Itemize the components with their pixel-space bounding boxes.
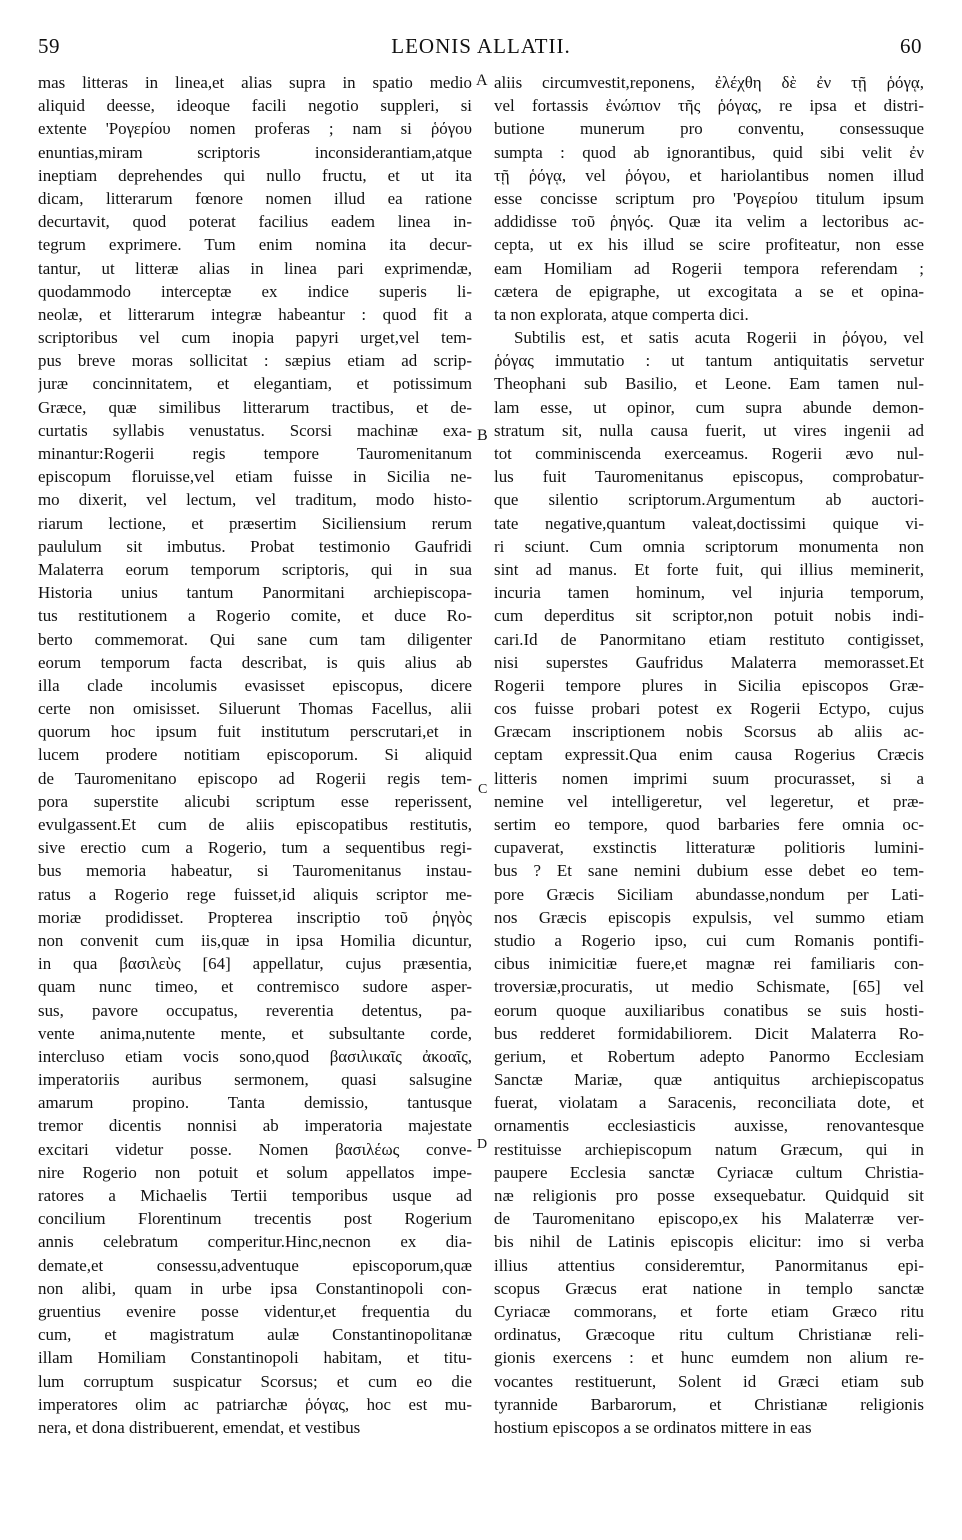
text-line: Malaterra eorum temporum scriptoris, qui in sua: [38, 559, 472, 579]
text-line: bis nihil de Latinis episcopis elicitur: imo si verba: [494, 1232, 924, 1252]
text-line: que silentio scriptorum.Argumentum ab auctori-: [494, 490, 924, 510]
text-line: scriptoribus vel cum inopia papyri urget,vel tem-: [38, 328, 472, 348]
text-line: pus breve moras sollicitat : sæpius etiam ad scrip-: [38, 351, 472, 371]
text-line: demate,et consessu,adventuque episcoporum,quæ: [38, 1255, 472, 1275]
text-line: stratum sit, nulla causa fuerit, ut vires ingenii ad: [494, 420, 924, 440]
text-line: decurtavit, quod poterat facilius eadem linea in-: [38, 212, 472, 232]
text-line: quodammodo interceptæ ex indice superis li-: [38, 281, 472, 301]
text-line: Sanctæ Mariæ, quæ antiquitus archiepiscopatus: [494, 1070, 924, 1090]
text-line: ineptiam deprehendes qui nullo fructu, et ut ita: [38, 165, 472, 185]
page-header: [0, 34, 962, 60]
text-line: incuria tamen hominum, vel injuria temporum,: [494, 583, 924, 603]
text-line: mas litteras in linea,et alias supra in spatio medio: [38, 73, 472, 92]
text-line: gionis exercens : et hunc eumdem non alium re-: [494, 1348, 924, 1368]
text-line: cari.Id de Panormitano etiam restituto contigisset,: [494, 629, 924, 649]
text-line: riarum lectione, et præsertim Siciliensium rerum: [38, 513, 472, 533]
text-line: lam esse, ut opinor, cum supra abunde demon-: [494, 397, 924, 417]
text-line: annis celebratum comperitur.Hinc,necnon ex dia-: [38, 1232, 472, 1252]
text-line: vel fortassis ἐνώπιον τῆς ῥόγας, re ipsa et distri-: [494, 96, 924, 116]
text-line: esse concisse scriptum pro 'Ρογερίου titulum ipsum: [494, 188, 924, 208]
text-line: episcopum floruisse,vel etiam fuisse in Sicilia ne-: [38, 467, 472, 487]
text-line: cepta, ut ex his illud se scire profiteatur, non esse: [494, 235, 924, 255]
text-line: bus memoria habeatur, si Tauromenitanus instau-: [38, 861, 472, 881]
text-line: evulgassent.Et cum de aliis episcopatibus restitutis,: [38, 815, 472, 834]
text-line: τῇ ῥόγᾳ, vel ῥόγου, et hariolantibus nomen illud: [494, 165, 924, 185]
text-line: Græcam inscriptionem nobis Scorsus ab aliis ac-: [494, 722, 924, 742]
text-line: certe non omisisset. Siluerunt Thomas Facellus, alii: [38, 699, 472, 719]
text-line: sus, pavore occupatus, reverentia detentus, pa-: [38, 1000, 472, 1020]
text-line: ordinatus, Græcoque ritu cultum Christianæ reli-: [494, 1325, 924, 1345]
text-line: cætera de epigraphe, ut excogitata a se et opina-: [494, 281, 924, 301]
text-line: nera, et dona distribuerent, emendat, et vestibus: [38, 1417, 361, 1437]
text-line: aliquid deesse, ideoque facili negotio suppleri, si: [38, 96, 472, 116]
text-line: restituisse archiepiscopum natum Græcum, qui in: [494, 1139, 924, 1159]
text-line: de Tauromenitano episcopo,ex his Malaterræ ver-: [494, 1209, 924, 1229]
text-line: Subtilis est, et satis acuta Rogerii in ῥόγου, vel: [514, 328, 924, 348]
text-line: in qua βασιλεὺς [64] appellatur, cujus præsentia,: [38, 954, 472, 974]
text-line: Historia unius tantum Panormitani archiepiscopa-: [38, 583, 472, 603]
page-number-right: 60: [900, 34, 922, 58]
text-line: ornamentis ecclesiasticis auxisse, renovantesque: [494, 1116, 924, 1136]
text-line: sertim eo tempore, quod barbaries fere omnia oc-: [494, 815, 924, 834]
text-line: nire Rogerio non potuit et solum appellatos impe-: [38, 1162, 472, 1182]
text-line: bus ? Et sane nemini dubium esse debet eo tem-: [494, 861, 924, 881]
text-line: quam nunc timeo, et contremisco sudore asper-: [38, 977, 472, 997]
text-line: cupaverat, exstinctis litteraturæ politioris lumini-: [494, 838, 924, 858]
text-line: vocantes restituerunt, Solent id Græci etiam sub: [494, 1371, 924, 1391]
text-line: Cyriacæ commorans, et forte etiam Græco ritu: [494, 1301, 924, 1321]
text-line: studio a Rogerio ipso, cui cum Romanis pontifi-: [494, 930, 924, 950]
text-line: amarum propino. Tanta demissio, tantusque: [38, 1093, 472, 1113]
text-line: pore Græcis Siciliam abundasse,nondum per Lati-: [494, 884, 924, 904]
text-line: cum deperditus sit scriptor,non potuit nobis indi-: [494, 606, 924, 626]
text-line: sive erectio cum a Rogerio, tum a sequentibus regi-: [38, 838, 472, 858]
text-line: ta non explorata, atque comperta dici.: [494, 304, 749, 324]
text-line: lus fuit Tauromenitanus episcopus, comprobatur-: [494, 467, 924, 487]
text-line: gerium, et Robertum adepto Panormo Ecclesiam: [494, 1046, 924, 1066]
text-line: juræ concinnitatem, et elegantiam, et potissimum: [38, 374, 472, 394]
margin-marker-b: B: [477, 427, 488, 444]
text-line: illam Homiliam Constantinopoli habitam, et titu-: [38, 1348, 472, 1368]
text-line: troversiæ,procuratis, ut medio Schismate, [65] vel: [494, 977, 924, 997]
text-line: lum corruptum suspicatur Scorsus; et cum eo die: [38, 1371, 472, 1391]
text-line: sumpta : quod ab ignorantibus, quid sibi velit ἐν: [494, 142, 924, 162]
margin-marker-c: C: [478, 782, 488, 797]
text-line: bus redderet formidabiliorem. Dicit Malaterra Ro-: [494, 1023, 924, 1043]
text-line: mo dixerit, vel lectum, vel traditum, modo histo-: [38, 490, 472, 510]
text-line: nisi superstes Gaufridus Malaterra memorasset.Et: [494, 652, 924, 672]
text-line: dicam, litterarum fœnore nomen illud ea ratione: [38, 188, 472, 208]
text-line: fuerat, violatam a Saracenis, reconciliata dote, et: [494, 1093, 924, 1113]
text-line: ratores a Michaelis Tertii temporibus usque ad: [38, 1186, 472, 1205]
text-line: cibus inimicitiæ fuere,et magnæ rei familiaris con-: [494, 954, 924, 974]
text-line: eorum quoque auxiliaribus conatibus se suis hosti-: [494, 1000, 924, 1020]
text-line: tremor dicentis nonnisi ab imperatoria majestate: [38, 1116, 472, 1136]
left-text-column: [38, 71, 472, 1439]
text-line: nemine vel intelligeretur, vel legeretur, et præ-: [494, 791, 924, 811]
text-line: imperatores olim ac patriarchæ ῥόγας, hoc est mu-: [38, 1394, 472, 1414]
text-line: ῥόγας immutatio : ut tantum antiquitatis servetur: [494, 351, 924, 371]
text-line: eam Homiliam ad Rogerii tempora referendam ;: [494, 258, 924, 278]
text-line: enuntias,miram scriptoris inconsiderantiam,atque: [38, 142, 472, 162]
text-line: cum, et magistratum aulæ Constantinopolitanæ: [38, 1325, 472, 1345]
text-line: tantur, ut litteræ alias in linea pari exprimendæ,: [38, 258, 472, 278]
text-line: Rogerii tempore plures in Sicilia episcopos Græ-: [494, 675, 924, 695]
text-line: Græce, quæ similibus litterarum tractibus, et de-: [38, 397, 472, 417]
text-line: extente 'Ρογερίου nomen proferas ; nam si ῥόγου: [38, 119, 472, 139]
text-line: gruentius evenire posse videntur,et frequentia du: [38, 1301, 472, 1321]
text-line: ratus a Rogerio rege fuisset,id aliquis scriptor me-: [38, 884, 472, 904]
text-line: nos Græcis episcopis expulsis, vel summo etiam: [494, 907, 924, 927]
text-line: addidisse τοῦ ῥηγός. Quæ ita velim a lectoribus ac-: [494, 212, 924, 232]
text-line: tot comminiscenda exerceamus. Rogerii ævo nul-: [494, 444, 924, 463]
text-line: de Tauromenitano episcopo ad Rogerii regis tem-: [38, 768, 472, 788]
text-line: Theophani sub Basilio, et Leone. Eam tamen nul-: [494, 374, 924, 394]
text-line: pora superstite alicubi scriptum esse reperissent,: [38, 791, 472, 811]
text-line: butione munerum pro conventu, consessuque: [494, 119, 924, 139]
text-line: paululum sit imbutus. Probat testimonio Gaufridi: [38, 536, 472, 556]
text-line: non convenit cum iis,quæ in ipsa Homilia dicuntur,: [38, 930, 472, 950]
text-line: intercluso etiam vocis sono,quod βασιλικαῖς ἀκοαῖς,: [38, 1046, 472, 1066]
text-line: sint ad manus. Et forte fuit, qui illius meminerit,: [494, 559, 924, 579]
text-line: moriæ prodidisset. Propterea inscriptio τοῦ ῥηγὸς: [38, 907, 472, 927]
text-line: excitari videtur posse. Nomen βασιλέως conve-: [38, 1139, 472, 1159]
text-line: tate negative,quantum valeat,doctissimi quique vi-: [494, 513, 924, 533]
text-line: vente anima,nutente mente, et subsultante corde,: [38, 1023, 472, 1043]
text-line: quorum hoc ipsum fuit institutum perscrutari,et in: [38, 722, 472, 742]
text-line: hostium episcopos a se ordinatos mittere in eas: [494, 1417, 812, 1437]
text-line: tegrum exprimere. Tum enim nomina ita decur-: [38, 235, 472, 255]
text-line: tus restitutionem a Rogerio comite, et duce Ro-: [38, 606, 472, 626]
margin-marker-d: D: [477, 1137, 488, 1152]
text-line: aliis circumvestit,reponens, ἐλέχθη δὲ ἐν τῇ ῥόγᾳ,: [494, 73, 924, 92]
text-line: lucem prodere notitiam episcoporum. Si aliquid: [38, 745, 472, 765]
text-line: tyrannide Barbarorum, et Christianæ religionis: [494, 1394, 924, 1414]
text-line: imperatoriis auribus sermonem, quasi salsugine: [38, 1070, 472, 1090]
text-line: paupere Ecclesia sanctæ Cyriacæ cultum Christia-: [494, 1162, 924, 1182]
text-line: minantur:Rogerii regis tempore Tauromenitanum: [38, 444, 472, 463]
text-line: scopus Græcus erat natione in templo sanctæ: [494, 1278, 924, 1298]
text-line: næ religionis pro posse exsequebatur. Quidquid sit: [494, 1186, 924, 1205]
text-line: illa clade incolumis evasisset episcopus, dicere: [38, 675, 472, 695]
page-number-left: 59: [38, 34, 60, 58]
text-line: non alibi, quam in urbe ipsa Constantinopoli con-: [38, 1278, 472, 1298]
text-line: neolæ, et litterarum integræ habeantur : quod fit a: [38, 304, 472, 324]
text-line: ri sciunt. Cum omnia scriptorum monumenta non: [494, 536, 924, 556]
text-line: eorum temporum facta describat, is quis alius ab: [38, 652, 472, 672]
text-line: berto commemorat. Qui sane cum tam diligenter: [38, 629, 472, 649]
text-line: illius attentius consideremtur, Panormitanus epi-: [494, 1255, 924, 1275]
text-line: concilium Florentinum trecentis post Rogerium: [38, 1209, 472, 1229]
text-line: cos fuisse probari potest ex Rogerii Ectypo, cujus: [494, 699, 924, 719]
text-line: curtatis syllabis venustatus. Scorsi machinæ exa-: [38, 420, 472, 440]
right-text-column: [494, 71, 924, 1439]
text-line: ceptam expressit.Qua enim causa Rogerius Cræcis: [494, 745, 924, 765]
running-title: LEONIS ALLATII.: [391, 34, 571, 58]
text-line: litteris nomen imprimi suum procurasset, si a: [494, 768, 924, 788]
margin-marker-a: A: [476, 72, 488, 89]
